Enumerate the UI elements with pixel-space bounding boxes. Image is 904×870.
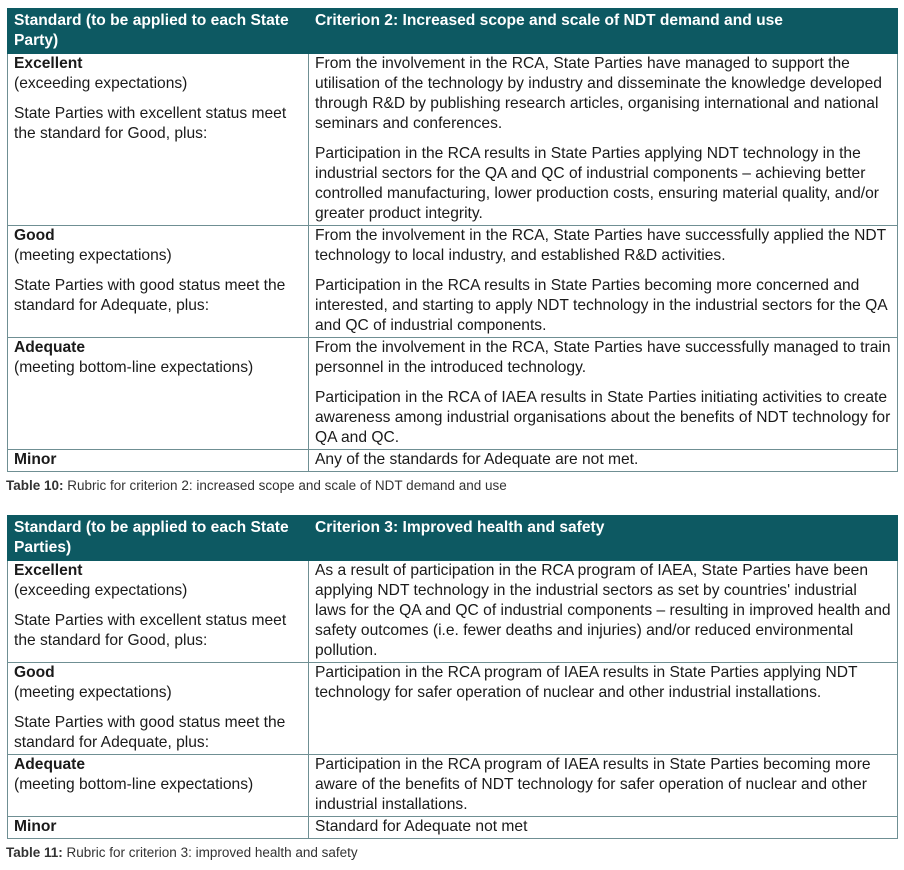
table-caption	[6, 844, 900, 862]
table-row	[8, 561, 898, 663]
criterion-cell	[309, 54, 898, 226]
criterion-paragraph: From the involvement in the RCA, State Parties have successfully managed to train personnel in the introduced technology.	[315, 339, 891, 376]
level-qualifier: (meeting expectations)	[14, 684, 172, 701]
level-label: Minor	[14, 818, 57, 835]
caption-label: Table 11:	[6, 845, 63, 860]
level-note: State Parties with good status meet the standard for Adequate, plus:	[14, 277, 286, 314]
table-caption	[6, 477, 900, 495]
table-row	[8, 226, 898, 338]
header-criterion: Criterion 3: Improved health and safety	[309, 516, 898, 561]
caption-text: Rubric for criterion 3: improved health and safety	[62, 845, 358, 860]
level-note: State Parties with good status meet the standard for Adequate, plus:	[14, 714, 286, 751]
level-qualifier: (exceeding expectations)	[14, 582, 188, 599]
level-label: Adequate	[14, 756, 86, 773]
table-row	[8, 338, 898, 450]
criterion-cell	[309, 561, 898, 663]
standard-cell	[8, 561, 309, 663]
table-row	[8, 54, 898, 226]
standard-cell	[8, 338, 309, 450]
criterion-paragraph: Standard for Adequate not met	[315, 818, 528, 835]
table-row	[8, 450, 898, 472]
header-standard: Standard (to be applied to each State Parties)	[8, 516, 309, 561]
header-criterion: Criterion 2: Increased scope and scale of NDT demand and use	[309, 9, 898, 54]
level-note: State Parties with excellent status meet the standard for Good, plus:	[14, 612, 287, 649]
level-note: State Parties with excellent status meet the standard for Good, plus:	[14, 105, 287, 142]
level-qualifier: (meeting expectations)	[14, 247, 172, 264]
criterion-cell	[309, 450, 898, 472]
standard-cell	[8, 663, 309, 755]
criterion-paragraph: As a result of participation in the RCA program of IAEA, State Parties have been applying NDT technology in the industrial sectors as set by countries' industrial laws for the QA and QC of industrial components – resulting in improved health and safety outcomes (i.e. fewer deaths and injuries) and/or reduced environmental pollution.	[315, 562, 891, 659]
criterion-cell	[309, 663, 898, 755]
standard-cell	[8, 817, 309, 839]
standard-cell	[8, 226, 309, 338]
criterion-paragraph: Participation in the RCA program of IAEA results in State Parties applying NDT technology for safer operation of nuclear and other industrial installations.	[315, 664, 858, 701]
table-row	[8, 663, 898, 755]
header-standard: Standard (to be applied to each State Party)	[8, 9, 309, 54]
level-qualifier: (meeting bottom-line expectations)	[14, 776, 254, 793]
standard-cell	[8, 54, 309, 226]
level-label: Good	[14, 664, 55, 681]
level-label: Minor	[14, 451, 57, 468]
criterion-paragraph: From the involvement in the RCA, State Parties have successfully applied the NDT technology to local industry, and established R&D activities.	[315, 227, 886, 264]
level-label: Good	[14, 227, 55, 244]
level-qualifier: (meeting bottom-line expectations)	[14, 359, 254, 376]
standard-cell	[8, 755, 309, 817]
criterion-paragraph: Participation in the RCA of IAEA results in State Parties initiating activities to create awareness among industrial organisations about the benefits of NDT technology for QA and QC.	[315, 389, 891, 446]
criterion-paragraph: Any of the standards for Adequate are not met.	[315, 451, 639, 468]
criterion-paragraph: Participation in the RCA program of IAEA results in State Parties becoming more aware of the benefits of NDT technology for safer operation of nuclear and other industrial installations.	[315, 756, 871, 813]
caption-label: Table 10:	[6, 478, 64, 493]
table-header-row	[8, 9, 898, 54]
level-label: Adequate	[14, 339, 86, 356]
criterion-cell	[309, 226, 898, 338]
criterion-cell	[309, 338, 898, 450]
criterion-paragraph: From the involvement in the RCA, State Parties have managed to support the utilisation of the technology by industry and disseminate the knowledge developed through R&D by publishing research articles, organising international and national seminars and conferences.	[315, 55, 882, 132]
criterion-cell	[309, 755, 898, 817]
level-qualifier: (exceeding expectations)	[14, 75, 188, 92]
level-label: Excellent	[14, 55, 83, 72]
standard-cell	[8, 450, 309, 472]
criterion-paragraph: Participation in the RCA results in State Parties becoming more concerned and interested, and starting to apply NDT technology in the industrial sectors for the QA and QC of industrial components.	[315, 277, 887, 334]
table-row	[8, 817, 898, 839]
rubric-table-11	[7, 515, 898, 839]
caption-text: Rubric for criterion 2: increased scope and scale of NDT demand and use	[63, 478, 507, 493]
table-header-row	[8, 516, 898, 561]
table-row	[8, 755, 898, 817]
rubric-table-10	[7, 8, 898, 472]
level-label: Excellent	[14, 562, 83, 579]
criterion-paragraph: Participation in the RCA results in State Parties applying NDT technology in the industrial sectors for the QA and QC of industrial components – achieving better controlled manufacturing, lower production costs, ensuring material quality, and/or greater product integrity.	[315, 145, 879, 222]
criterion-cell	[309, 817, 898, 839]
